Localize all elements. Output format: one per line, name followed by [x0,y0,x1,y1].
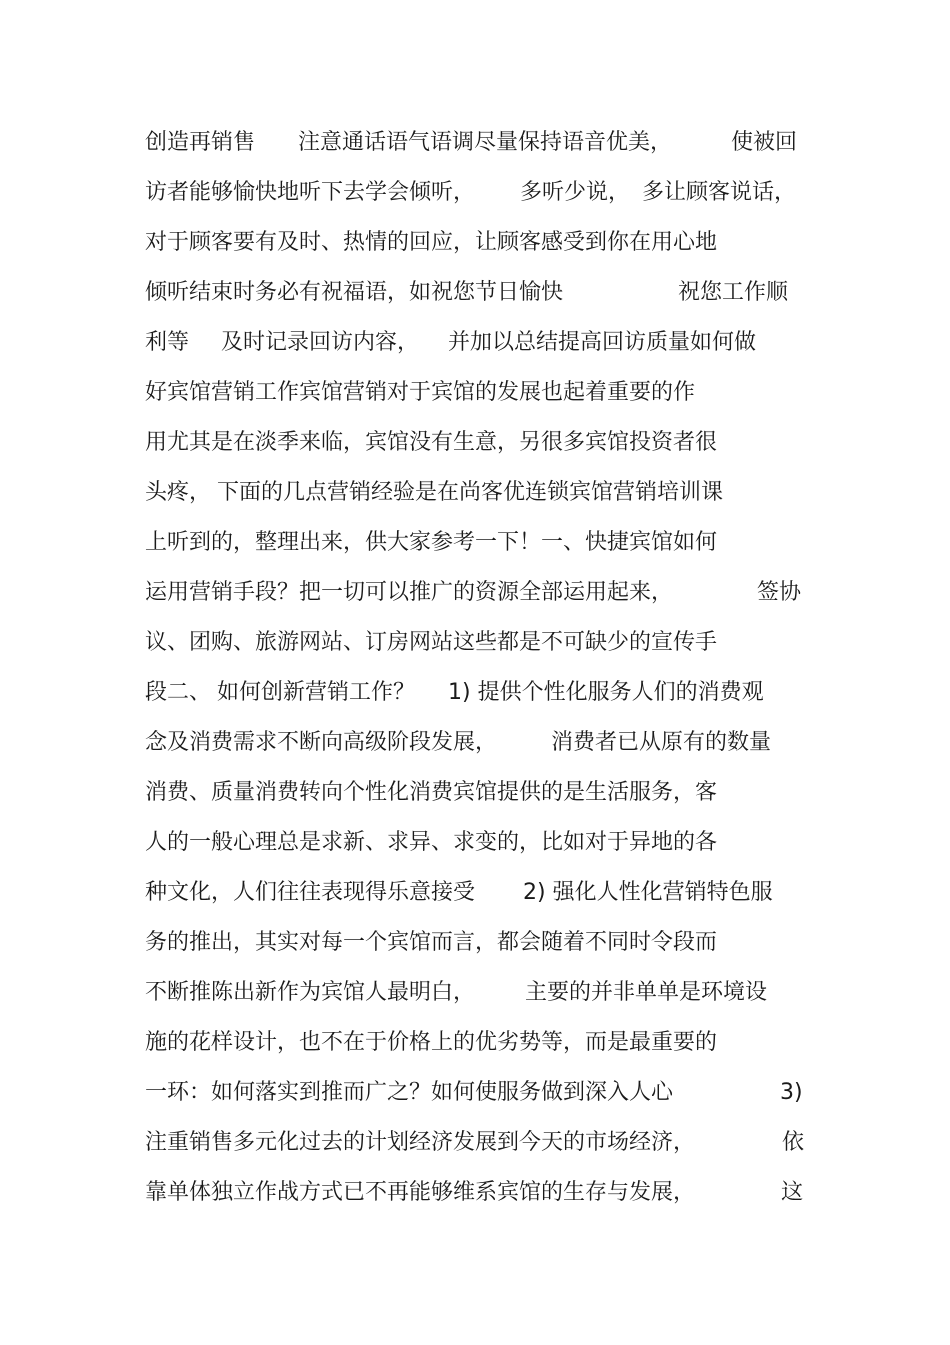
text-segment: 签协 [757,580,802,605]
text-segment: 2) 强化人性化营销特色服 [523,880,773,905]
text-segment: 议、团购、旅游网站、订房网站这些都是不可缺少的宣传手 [145,630,718,655]
text-segment: 段二、 [145,680,212,705]
text-segment: 倾听结束时务必有祝福语，如祝您节日愉快 [145,280,564,305]
text-line-19 [145,1018,810,1068]
text-segment: 施的花样设计，也不在于价格上的优劣势等，而是最重要的 [145,1030,718,1055]
text-segment: 靠单体独立作战方式已不再能够维系宾馆的生存与发展， [145,1180,696,1205]
text-line-10 [145,568,810,618]
text-segment: 依 [782,1130,805,1155]
text-line-12 [145,668,810,718]
text-segment: 主要的并非单单是环境设 [525,980,768,1005]
text-line-7 [145,418,810,468]
text-segment: 一环：如何落实到推而广之？如何使服务做到深入人心 [145,1080,674,1105]
text-line-8 [145,468,810,518]
text-segment: 务的推出，其实对每一个宾馆而言，都会随着不同时令段而 [145,930,718,955]
text-segment: 祝您工作顺 [678,280,789,305]
text-segment: 使被回 [731,130,798,155]
text-segment: 对于顾客要有及时、热情的回应，让顾客感受到你在用心地 [145,230,718,255]
text-segment: 人的一般心理总是求新、求异、求变的，比如对于异地的各 [145,830,718,855]
text-segment: 种文化，人们往往表现得乐意接受 [145,880,476,905]
text-segment: 消费者已从原有的数量 [551,730,772,755]
text-line-15 [145,818,810,868]
text-line-22 [145,1168,810,1218]
text-line-2 [145,168,810,218]
text-segment: 下面的几点营销经验是在尚客优连锁宾馆营销培训课 [217,480,724,505]
text-segment: 运用营销手段？把一切可以推广的资源全部运用起来， [145,580,674,605]
text-segment: 并加以总结提高回访质量如何做 [448,330,757,355]
text-segment: 头疼， [145,480,212,505]
text-segment: 利等 [145,330,190,355]
text-segment: 用尤其是在淡季来临，宾馆没有生意，另很多宾馆投资者很 [145,430,718,455]
text-line-17 [145,918,810,968]
text-line-16 [145,868,810,918]
text-line-11 [145,618,810,668]
body-text [145,118,810,1218]
text-segment: 创造再销售 [145,130,256,155]
text-line-4 [145,268,810,318]
text-segment: 念及消费需求不断向高级阶段发展， [145,730,498,755]
text-line-6 [145,368,810,418]
text-segment: 3) [780,1080,803,1105]
text-line-14 [145,768,810,818]
text-segment: 及时记录回访内容， [221,330,420,355]
text-line-5 [145,318,810,368]
text-segment: 注意通话语气语调尽量保持语音优美， [298,130,673,155]
text-line-3 [145,218,810,268]
text-line-13 [145,718,810,768]
text-segment: 访者能够愉快地听下去学会倾听， [145,180,476,205]
text-segment: 上听到的，整理出来，供大家参考一下！一、快捷宾馆如何 [145,530,718,555]
text-segment: 注重销售多元化过去的计划经济发展到今天的市场经济， [145,1130,696,1155]
text-segment: 好宾馆营销工作宾馆营销对于宾馆的发展也起着重要的作 [145,380,696,405]
text-line-1 [145,118,810,168]
text-line-18 [145,968,810,1018]
text-line-20 [145,1068,810,1118]
text-segment: 如何创新营销工作？ [217,680,416,705]
text-segment: 不断推陈出新作为宾馆人最明白， [145,980,476,1005]
text-segment: 这 [781,1180,804,1205]
text-segment: 多听少说， [520,180,631,205]
text-segment: 消费、质量消费转向个性化消费宾馆提供的是生活服务，客 [145,780,718,805]
text-line-9 [145,518,810,568]
text-segment: 多让顾客说话， [642,180,797,205]
text-segment: 1) 提供个性化服务人们的消费观 [448,680,764,705]
text-line-21 [145,1118,810,1168]
